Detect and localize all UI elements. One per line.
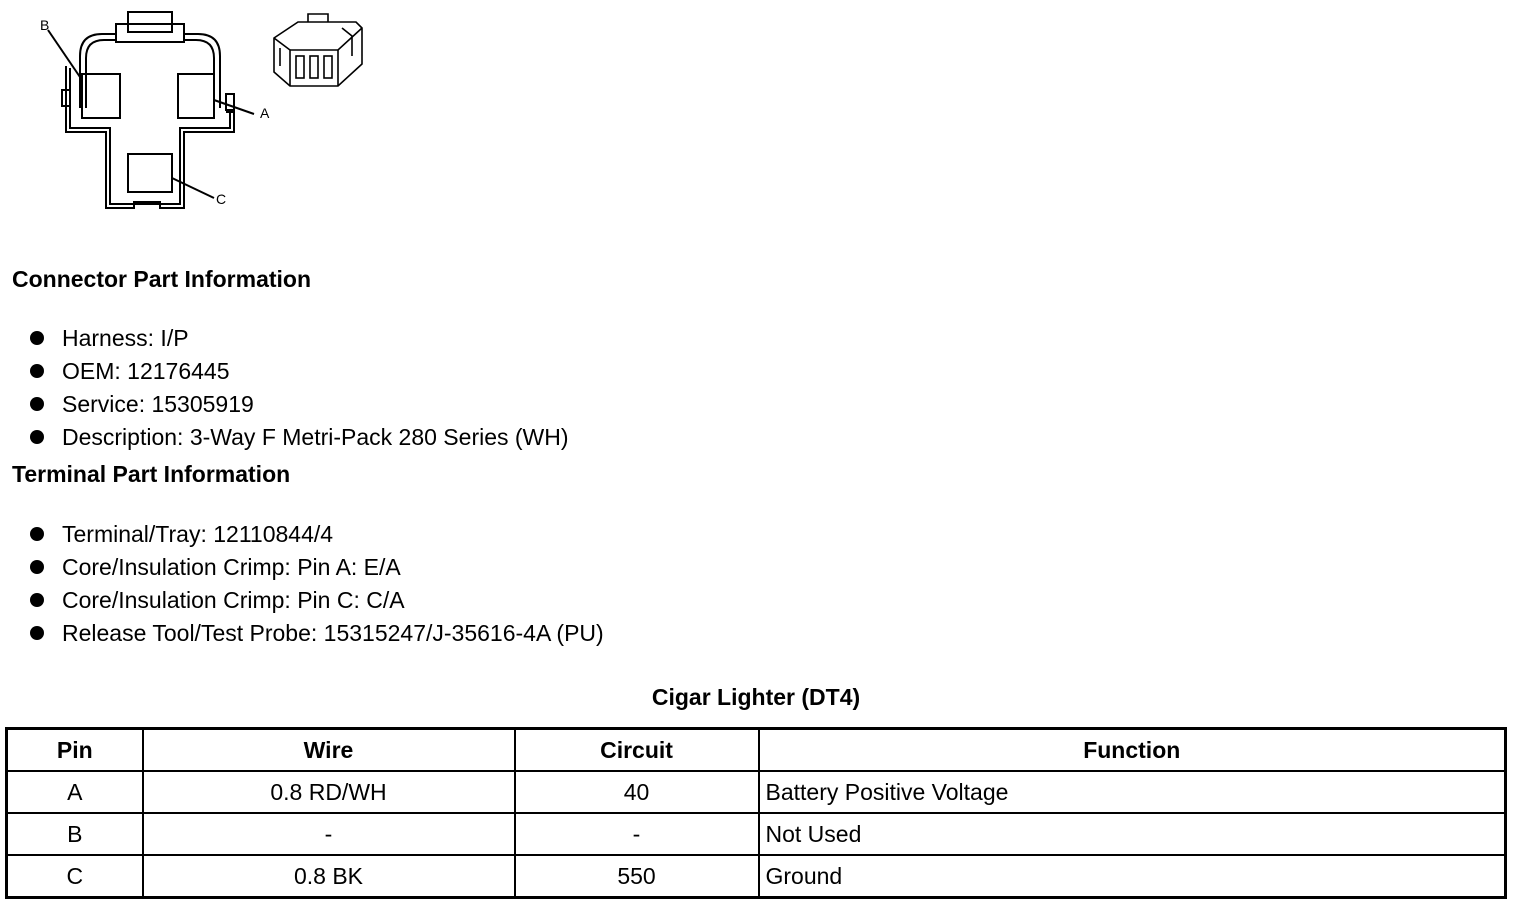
bullet-icon	[30, 560, 44, 574]
list-item: Harness: I/P	[30, 321, 569, 354]
wire-cell: 0.8 RD/WH	[143, 771, 515, 813]
circuit-cell: 40	[515, 771, 759, 813]
pin-label-a: A	[260, 105, 270, 121]
terminal-part-info-heading: Terminal Part Information	[12, 461, 291, 487]
list-item: Core/Insulation Crimp: Pin C: C/A	[30, 583, 604, 616]
connector-face-diagram	[30, 8, 270, 218]
table-row	[7, 855, 1506, 898]
wire-cell: -	[143, 813, 515, 855]
list-item: Core/Insulation Crimp: Pin A: E/A	[30, 550, 604, 583]
pin-cell: A	[7, 771, 143, 813]
bullet-icon	[30, 397, 44, 411]
table-row	[7, 771, 1506, 813]
column-header-circuit: Circuit	[515, 729, 759, 772]
circuit-cell: 550	[515, 855, 759, 898]
wire-cell: 0.8 BK	[143, 855, 515, 898]
circuit-cell: -	[515, 813, 759, 855]
pinout-table	[5, 727, 1507, 899]
pin-label-b: B	[40, 17, 50, 33]
pin-cell: C	[7, 855, 143, 898]
function-cell: Not Used	[759, 813, 1506, 855]
bullet-icon	[30, 364, 44, 378]
pinout-table-title: Cigar Lighter (DT4)	[651, 684, 861, 710]
terminal-part-info-list	[30, 517, 604, 649]
pin-cell: B	[7, 813, 143, 855]
bullet-icon	[30, 593, 44, 607]
connector-part-info-heading: Connector Part Information	[12, 266, 312, 292]
bullet-icon	[30, 430, 44, 444]
bullet-icon	[30, 527, 44, 541]
column-header-pin: Pin	[7, 729, 143, 772]
pin-label-c: C	[216, 191, 227, 207]
function-cell: Battery Positive Voltage	[759, 771, 1506, 813]
table-row	[7, 813, 1506, 855]
connector-thumbnail-image	[268, 8, 368, 98]
column-header-function: Function	[759, 729, 1506, 772]
function-cell: Ground	[759, 855, 1506, 898]
connector-part-info-list	[30, 321, 569, 453]
bullet-icon	[30, 331, 44, 345]
column-header-wire: Wire	[143, 729, 515, 772]
list-item: OEM: 12176445	[30, 354, 569, 387]
list-item: Service: 15305919	[30, 387, 569, 420]
table-header-row	[7, 729, 1506, 772]
list-item: Description: 3-Way F Metri-Pack 280 Series (WH)	[30, 420, 569, 453]
list-item: Release Tool/Test Probe: 15315247/J-35616-4A (PU)	[30, 616, 604, 649]
bullet-icon	[30, 626, 44, 640]
list-item: Terminal/Tray: 12110844/4	[30, 517, 604, 550]
